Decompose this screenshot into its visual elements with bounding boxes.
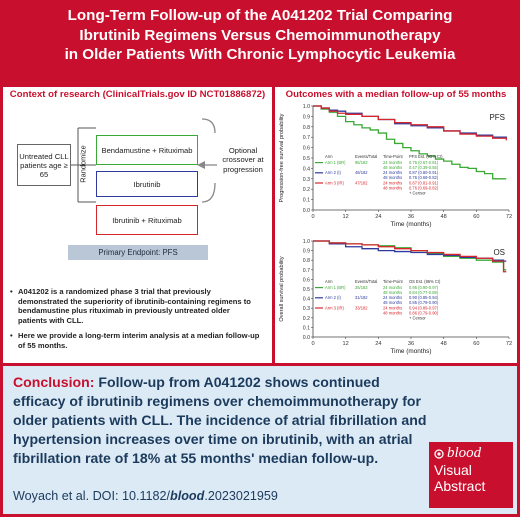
legend-events: 96/183 bbox=[355, 160, 368, 165]
y-tick-label: 0.7 bbox=[302, 267, 310, 274]
x-tick-label: 48 bbox=[440, 341, 447, 347]
x-tick-label: 72 bbox=[505, 214, 513, 220]
arm-ibrutinib-rituximab bbox=[96, 205, 198, 235]
legend-events: 33/182 bbox=[355, 305, 368, 311]
primary-endpoint-label: Primary Endpoint: PFS bbox=[98, 248, 178, 257]
y-axis-label: Progression-free survival probability bbox=[279, 113, 285, 203]
legend-timepoint: 48 months bbox=[383, 185, 403, 191]
logo-brand-text: blood bbox=[447, 445, 482, 461]
legend-header: Time-Point bbox=[383, 154, 403, 159]
legend-events: 31/182 bbox=[355, 295, 368, 301]
x-tick-label: 72 bbox=[505, 341, 513, 347]
title-line-1: Long-Term Follow-up of the A041202 Trial Comparing bbox=[67, 7, 453, 24]
legend-estimate: 0.87 (0.80-0.91) bbox=[409, 170, 439, 176]
legend-arm: Arm 2 (I) bbox=[325, 170, 341, 176]
citation-journal: blood bbox=[170, 489, 205, 503]
y-tick-label: 0.8 bbox=[302, 124, 310, 131]
x-tick-label: 12 bbox=[342, 214, 349, 220]
legend-estimate: 0.76 (0.69-0.82) bbox=[409, 175, 439, 181]
arm-bendamustine-rituximab bbox=[96, 135, 198, 165]
bullet-item: • Here we provide a long-term interim analysis at a median follow-up of 55 months. bbox=[10, 331, 260, 350]
legend-header: Events/Total bbox=[355, 154, 378, 159]
legend-estimate: 0.85 (0.79-0.90) bbox=[409, 300, 439, 306]
legend-timepoint: 48 months bbox=[383, 175, 403, 181]
y-tick-label: 1.0 bbox=[302, 104, 310, 110]
y-tick-label: 0.9 bbox=[302, 248, 310, 255]
y-tick-label: 0.6 bbox=[302, 277, 310, 284]
series-line bbox=[313, 241, 506, 272]
legend-timepoint: 48 months bbox=[383, 165, 403, 170]
y-tick-label: 0.5 bbox=[302, 287, 310, 293]
legend-timepoint: 24 months bbox=[383, 160, 403, 165]
legend-arm: Arm 2 (I) bbox=[325, 295, 341, 301]
y-tick-label: 0.4 bbox=[302, 296, 310, 303]
os-chart bbox=[275, 233, 517, 363]
arm-2-label: Ibrutinib bbox=[133, 179, 161, 189]
title-line-2: Ibrutinib Regimens Versus Chemoimmunotherapy bbox=[79, 26, 441, 44]
blood-visual-abstract-logo bbox=[429, 442, 513, 508]
y-tick-label: 0.5 bbox=[302, 156, 310, 162]
legend-arm: Arm 3 (IR) bbox=[325, 180, 344, 186]
y-tick-label: 0.0 bbox=[302, 335, 310, 341]
chart-title: PFS bbox=[489, 113, 505, 122]
y-tick-label: 0.9 bbox=[302, 114, 310, 121]
pfs-chart bbox=[275, 98, 517, 233]
legend-timepoint: 24 months bbox=[383, 295, 403, 301]
conclusion-section bbox=[3, 366, 517, 514]
citation-suffix: .2023021959 bbox=[204, 489, 278, 503]
legend-estimate: 0.94 (0.89-0.97) bbox=[409, 305, 439, 311]
y-tick-label: 0.2 bbox=[302, 315, 310, 322]
logo-visual: Visual bbox=[434, 462, 472, 478]
legend-estimate: 0.87 (0.81-0.91) bbox=[409, 180, 439, 186]
legend-timepoint: 48 months bbox=[383, 300, 403, 306]
legend-events: 48/182 bbox=[355, 170, 368, 176]
legend-timepoint: 24 months bbox=[383, 285, 403, 290]
legend-estimate: 0.75 (0.67-0.81) bbox=[409, 160, 439, 165]
logo-brand bbox=[434, 445, 508, 462]
x-axis-label: Time (months) bbox=[390, 348, 432, 355]
citation-prefix: Woyach et al. DOI: 10.1182/ bbox=[13, 489, 171, 503]
legend-estimate: 0.47 (0.39-0.55) bbox=[409, 165, 439, 170]
legend-arm: Arm 3 (IR) bbox=[325, 305, 344, 311]
legend-timepoint: 48 months bbox=[383, 310, 403, 316]
title-line-3: in Older Patients With Chronic Lymphocytic Leukemia bbox=[64, 46, 456, 63]
legend-censor: + Censor bbox=[409, 315, 426, 321]
x-tick-label: 60 bbox=[473, 214, 480, 220]
legend-timepoint: 24 months bbox=[383, 305, 403, 311]
y-tick-label: 0.1 bbox=[302, 197, 310, 204]
legend-header: OS Est. (95% CI) bbox=[409, 279, 441, 284]
x-tick-label: 48 bbox=[440, 214, 447, 220]
outcomes-panel-title: Outcomes with a median follow-up of 55 months bbox=[285, 89, 507, 100]
legend-header: Events/Total bbox=[355, 279, 378, 284]
legend-timepoint: 24 months bbox=[383, 180, 403, 186]
x-tick-label: 12 bbox=[342, 341, 349, 347]
logo-abstract: Abstract bbox=[434, 477, 486, 494]
x-axis-label: Time (months) bbox=[390, 221, 432, 228]
arm-3-label: Ibrutinib + Rituximab bbox=[112, 215, 182, 225]
arm-1-label: Bendamustine + Rituximab bbox=[101, 145, 193, 155]
y-tick-label: 0.7 bbox=[302, 135, 310, 142]
legend-header: Arm bbox=[325, 154, 333, 159]
population-box bbox=[17, 144, 71, 186]
y-tick-label: 1.0 bbox=[302, 239, 310, 245]
x-tick-label: 24 bbox=[375, 341, 382, 347]
x-tick-label: 0 bbox=[311, 214, 315, 220]
legend-estimate: 0.86 (0.79-0.90) bbox=[409, 310, 439, 316]
legend-estimate: 0.95 (0.90-0.97) bbox=[409, 285, 439, 290]
legend-censor: + Censor bbox=[409, 190, 426, 196]
population-label: Untreated CLL patients age ≥ 65 bbox=[19, 151, 69, 179]
randomize-label: Randomize bbox=[78, 145, 88, 183]
blood-drop-icon bbox=[434, 449, 444, 459]
legend-arm: Arm 1 (BR) bbox=[325, 285, 346, 290]
legend-header: Time-Point bbox=[383, 279, 403, 284]
conclusion-text-block bbox=[13, 373, 433, 468]
x-tick-label: 60 bbox=[473, 341, 480, 347]
primary-endpoint-bar bbox=[68, 245, 208, 260]
chart-title: OS bbox=[493, 248, 505, 257]
x-tick-label: 0 bbox=[311, 341, 315, 347]
y-tick-label: 0.3 bbox=[302, 306, 310, 313]
y-tick-label: 0.0 bbox=[302, 208, 310, 214]
x-tick-label: 24 bbox=[375, 214, 382, 220]
outcomes-panel bbox=[275, 87, 517, 363]
y-tick-label: 0.2 bbox=[302, 187, 310, 194]
context-bullets bbox=[10, 287, 260, 356]
conclusion-label: Conclusion: bbox=[13, 374, 95, 390]
legend-header: Arm bbox=[325, 279, 333, 284]
y-tick-label: 0.4 bbox=[302, 166, 310, 173]
legend-estimate: 0.90 (0.85-0.94) bbox=[409, 295, 439, 301]
legend-estimate: 0.84 (0.77-0.89) bbox=[409, 290, 439, 295]
bullet-item: • A041202 is a randomized phase 3 trial that previously demonstrated the superiority of ibrutinib-containing regimens to bendamustine plus rituximab in previously untreated older patients with CLL. bbox=[10, 287, 260, 325]
x-tick-label: 36 bbox=[407, 341, 415, 347]
arm-ibrutinib bbox=[96, 171, 198, 197]
legend-estimate: 0.76 (0.69-0.82) bbox=[409, 185, 439, 191]
legend-header: PFS Est. (95% CI) bbox=[409, 154, 443, 159]
y-tick-label: 0.8 bbox=[302, 258, 310, 265]
crossover-label: Optional crossover at progression bbox=[222, 146, 264, 174]
context-panel-title: Context of research (ClinicalTrials.gov ID NCT01886872) bbox=[9, 89, 266, 100]
y-tick-label: 0.6 bbox=[302, 145, 310, 152]
x-tick-label: 36 bbox=[407, 214, 415, 220]
legend-events: 26/183 bbox=[355, 285, 368, 290]
legend-timepoint: 24 months bbox=[383, 170, 403, 176]
legend-arm: Arm 1 (BR) bbox=[325, 160, 346, 165]
citation bbox=[13, 489, 278, 503]
series-line bbox=[313, 241, 506, 270]
y-tick-label: 0.3 bbox=[302, 176, 310, 183]
page-title bbox=[0, 6, 520, 65]
conclusion-text: Follow-up from A041202 shows continued efficacy of ibrutinib regimens over chemoimmunotherapy for older patients with CLL. The incidence of atrial fibrillation and hypertension increases over time on ibrutinib, with an atrial fibrillation rate of 18% at 55 months' median follow-up. bbox=[13, 374, 427, 466]
y-tick-label: 0.1 bbox=[302, 325, 310, 332]
legend-events: 47/182 bbox=[355, 180, 368, 186]
legend-timepoint: 48 months bbox=[383, 290, 403, 295]
y-axis-label: Overall survival probability bbox=[279, 256, 285, 322]
